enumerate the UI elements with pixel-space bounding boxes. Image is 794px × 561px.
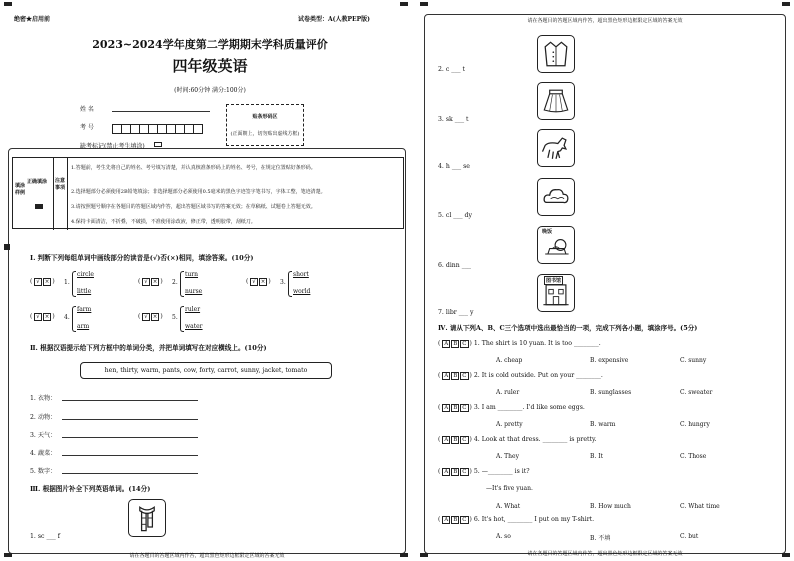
category-animals-line[interactable] (62, 419, 198, 420)
subject-title: 四年级英语 (172, 57, 248, 75)
notice-item-1: 1.答题前，考生先将自己的姓名、考号填写清楚，并认真核准条形码上的姓名、考号，在规定位置贴好条形码。 (71, 165, 316, 171)
option-c: C. What time (680, 503, 720, 510)
answer-box-c[interactable]: C (462, 437, 467, 443)
answer-options[interactable]: ( A B C ) (438, 516, 472, 523)
correct-fill-sample (35, 204, 43, 209)
answer-box-b[interactable]: B (453, 517, 458, 523)
option-b: B. sunglasses (590, 389, 632, 396)
category-vegetables-label: 4. 蔬菜： (30, 450, 57, 457)
notice-item-2: 2.选择题部分必须使用2B铅笔填涂；非选择题部分必须使用0.5毫米的黑色字迹签字笔书写，字体工整，笔迹清楚。 (71, 189, 326, 195)
notes-box (12, 157, 404, 229)
notice-item-3: 3.请按照题号顺序在各题目的答题区域内作答，超出答题区域书写的答案无效；在草稿纸、试题卷上答题无效。 (71, 204, 316, 210)
answer-box-a[interactable]: A (444, 405, 449, 411)
corner-mark (4, 2, 12, 6)
correct-fill-label: 正确填涂 (27, 179, 48, 185)
id-label: 考 号 (80, 124, 94, 131)
corner-mark (782, 2, 790, 6)
absent-mark-label: 缺考标记(禁止考生填涂) (80, 143, 145, 150)
category-weather-line[interactable] (62, 437, 198, 438)
option-c: C. sweater (680, 389, 713, 396)
left-footer-warning: 请在各题目的答题区域内作答，超出黑色矩形边框限定区域的答案无效 (129, 553, 285, 559)
dinner-word: 6. dinn ___ (438, 262, 472, 269)
option-a: A. ruler (496, 389, 520, 396)
no-mark: × (44, 279, 50, 285)
category-clothes-label: 1. 衣物： (30, 395, 57, 402)
answer-box-c[interactable]: C (462, 517, 467, 523)
answer-options[interactable]: ( A B C ) (438, 372, 472, 379)
category-weather-label: 3. 天气： (30, 432, 57, 439)
skirt-icon (537, 82, 575, 120)
choice-question (438, 436, 778, 444)
option-c: C. Those (680, 453, 707, 460)
option-a: A. What (496, 503, 521, 510)
name-field[interactable] (112, 111, 210, 112)
section-1-item[interactable]: ( √ × ) 2. turn nurse (138, 271, 203, 295)
section-1-item[interactable]: ( √ × ) 5. ruler water (138, 306, 203, 330)
coat-word: 2. c ___ t (438, 66, 466, 73)
horse-icon (537, 129, 575, 167)
answer-box-c[interactable]: C (462, 341, 467, 347)
option-b: B. How much (590, 503, 631, 510)
option-c: C. but (680, 533, 699, 540)
option-b: B. 不填 (590, 535, 611, 542)
word-box: hen, thirty, warm, pants, cow, forty, carrot, sunny, jacket, tomato (80, 362, 332, 379)
option-b: B. expensive (590, 357, 629, 364)
answer-box-a[interactable]: A (444, 469, 449, 475)
answer-box-c[interactable]: C (462, 373, 467, 379)
corner-mark (420, 2, 428, 6)
section-3-title: Ⅲ. 根据图片补全下列英语单词。(14分) (30, 485, 151, 493)
category-numbers-line[interactable] (62, 473, 198, 474)
question-answer-line: —It's five yuan. (486, 485, 533, 492)
option-b: B. It (590, 453, 604, 460)
option-a: A. so (496, 533, 511, 540)
option-c: C. hungry (680, 421, 710, 428)
scarf-word: 1. sc ___ f (30, 533, 61, 540)
id-grid[interactable] (112, 119, 202, 138)
choice-question (438, 516, 778, 524)
question-text: 6. It's hot, ________ I put on my T-shirt. (473, 516, 595, 523)
name-label: 姓 名 (80, 106, 94, 113)
answer-box-c[interactable]: C (462, 405, 467, 411)
answer-box-b[interactable]: B (453, 437, 458, 443)
answer-box-b[interactable]: B (453, 469, 458, 475)
paper-type: 试卷类型：A(人教PEP版) (298, 16, 370, 23)
answer-box-a[interactable]: A (444, 437, 449, 443)
answer-options[interactable]: ( A B C ) (438, 404, 472, 411)
choice-question (438, 340, 778, 348)
question-text: 1. The shirt is 10 yuan. It is too ________. (473, 340, 601, 347)
exam-title: 2023~2024学年度第二学期期末学科质量评价 (92, 38, 328, 51)
cloud-icon (537, 178, 575, 216)
fill-sample-label: 填涂样例 (15, 183, 26, 196)
category-vegetables-line[interactable] (62, 455, 198, 456)
section-1-item[interactable]: ( √ × ) 1. circle little (30, 271, 94, 295)
dinner-sign: 晚饭 (542, 229, 553, 235)
answer-box-b[interactable]: B (453, 405, 458, 411)
question-text: 3. I am ________. I'd like some eggs. (473, 404, 585, 411)
answer-box-b[interactable]: B (453, 373, 458, 379)
corner-mark (4, 244, 10, 250)
question-text: 4. Look at that dress. ________ is pretty. (473, 436, 597, 443)
right-footer-warning: 请在各题目的答题区域内作答，超出黑色矩形边框限定区域的答案无效 (527, 551, 683, 557)
option-c: C. sunny (680, 357, 707, 364)
answer-box-a[interactable]: A (444, 517, 449, 523)
option-a: A. pretty (496, 421, 523, 428)
section-1-item[interactable]: ( √ × ) 4. farm arm (30, 306, 92, 330)
yes-mark: √ (36, 279, 40, 285)
answer-options[interactable]: ( A B C ) (438, 340, 472, 347)
time-score: (时间:60分钟 满分:100分) (174, 87, 246, 94)
category-clothes-line[interactable] (62, 400, 198, 401)
option-a: A. cheap (496, 357, 523, 364)
choice-question (438, 404, 778, 412)
section-1-title: Ⅰ. 判断下列每组单词中画线部分的读音是(√)否(×)相同，填涂答案。(10分) (30, 254, 254, 262)
notice-label: 注意事项 (55, 178, 66, 191)
category-numbers-label: 5. 数字： (30, 468, 57, 475)
notice-item-4: 4.保持卡面清洁，不折叠，不破损，不准使用涂改液，修正带，透明胶带，刮纸刀。 (71, 219, 256, 225)
corner-mark (400, 2, 408, 6)
library-sign: 图书馆 (546, 278, 562, 284)
choice-question (438, 372, 778, 380)
answer-box-b[interactable]: B (453, 341, 458, 347)
right-header-warning: 请在各题目的答题区域内作答，超出黑色矩形边框限定区域的答案无效 (527, 18, 683, 24)
skirt-word: 3. sk ___ t (438, 116, 469, 123)
answer-options[interactable]: ( A B C ) (438, 436, 472, 443)
option-b: B. warm (590, 421, 616, 428)
option-a: A. They (496, 453, 519, 460)
section-4-title: Ⅳ. 请从下列A、B、C三个选项中选出最恰当的一项，完成下列各小题，填涂序号。(5分) (438, 324, 698, 332)
answer-options[interactable]: ( A B C ) (438, 468, 472, 475)
absent-mark-box[interactable] (154, 142, 162, 147)
library-word: 7. libr ___ y (438, 309, 474, 316)
barcode-note: (正面朝上，切勿贴出虚线方框) (230, 131, 300, 137)
question-text: 2. It is cold outside. Put on your ________. (473, 372, 603, 379)
coat-icon (537, 35, 575, 73)
barcode-title: 贴条形码区 (252, 114, 278, 120)
secret-label: 绝密★启用前 (14, 16, 51, 23)
section-2-title: Ⅱ. 根据汉语提示给下列方框中的单词分类，并把单词填写在对应横线上。(10分) (30, 344, 267, 352)
question-text: 5. —________ is it? (473, 468, 530, 475)
answer-box-a[interactable]: A (444, 341, 449, 347)
answer-box-c[interactable]: C (462, 469, 467, 475)
cloud-word: 5. cl ___ dy (438, 212, 472, 219)
answer-box-a[interactable]: A (444, 373, 449, 379)
choice-question (438, 468, 778, 476)
scarf-icon (128, 499, 166, 537)
horse-word: 4. h ___ se (438, 163, 470, 170)
barcode-area (226, 104, 304, 146)
category-animals-label: 2. 动物： (30, 414, 57, 421)
section-1-item[interactable]: ( √ × ) 3. short world (246, 271, 311, 295)
